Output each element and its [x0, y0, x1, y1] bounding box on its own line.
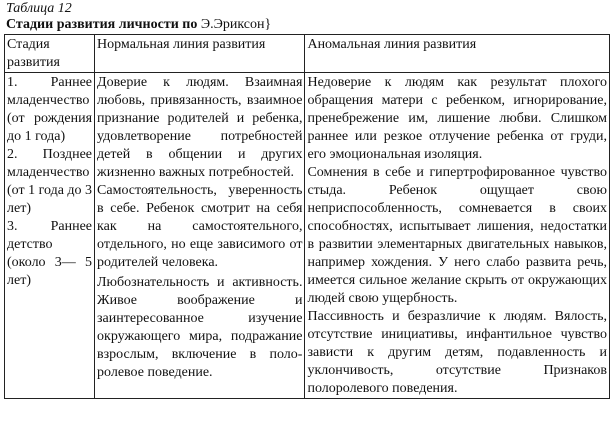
stages-cell [5, 73, 95, 399]
development-stages-table [4, 34, 610, 399]
table-title-author: Э.Эриксон} [197, 17, 272, 32]
stage-1: 1. Раннее младенчество (от рождения до 1 года) [7, 75, 93, 144]
stage-3: 3. Раннее детство (около 3— 5 лет) [7, 219, 93, 288]
header-abnormal-line: Аномальная линия развития [305, 35, 610, 73]
table-body-row [5, 73, 610, 399]
table-title-bold: Стадии развития личности по [6, 17, 198, 32]
table-title [6, 16, 271, 34]
normal-line-cell [95, 73, 305, 399]
header-normal-line: Нормальная линия развития [95, 35, 305, 73]
abnormal-stage-1: Недоверие к людям как результат плохого обращения матери с ребенком, игнорирование, пренебрежение им, лишение любви. Слишком раннее или резкое отлучение ребенка от груди, его эмоциональная изоляция. [307, 75, 607, 162]
abnormal-stage-2: Сомнения в себе и гипертрофированное чувство стыда. Ребенок ощущает свою неприспособленность, сомневается в своих способностях, испытывает лишения, недостатки в развитии элементарных двигательных навыков, например хождения. У него слабо развита речь, имеется сильное желание скрыть от окружающих людей свою ущербность. [307, 165, 607, 306]
abnormal-stage-3: Пассивность и безразличие к людям. Вялость, отсутствие инициативы, инфантильное чувство зависти к другим детям, подавленность и уклончивость, отсутствие Признаков полоролевого поведения. [307, 309, 607, 396]
stage-2: 2. Позднее младенчество (от 1 года до 3 лет) [7, 147, 93, 216]
table-caption: Таблица 12 [6, 1, 72, 16]
normal-stage-1: Доверие к людям. Взаимная любовь, привязанность, взаимное признание родителей и ребенка, удовлетворение потребностей детей в общении и других жизненно важных потребностей. [97, 75, 303, 180]
normal-stage-3: Любознательность и активность. Живое воображение и заинтересованное изучение окружающего мира, подражание взрослым, включение в поло-ролевое поведение. [97, 275, 303, 380]
header-stage: Стадия развития [5, 35, 95, 73]
table-header-row [5, 35, 610, 73]
normal-stage-2: Самостоятельность, уверенность в себе. Ребенок смотрит на себя как на самостоятельного, отдельного, но еще зависимого от родителей человека. [97, 183, 303, 270]
abnormal-line-cell [305, 73, 610, 399]
